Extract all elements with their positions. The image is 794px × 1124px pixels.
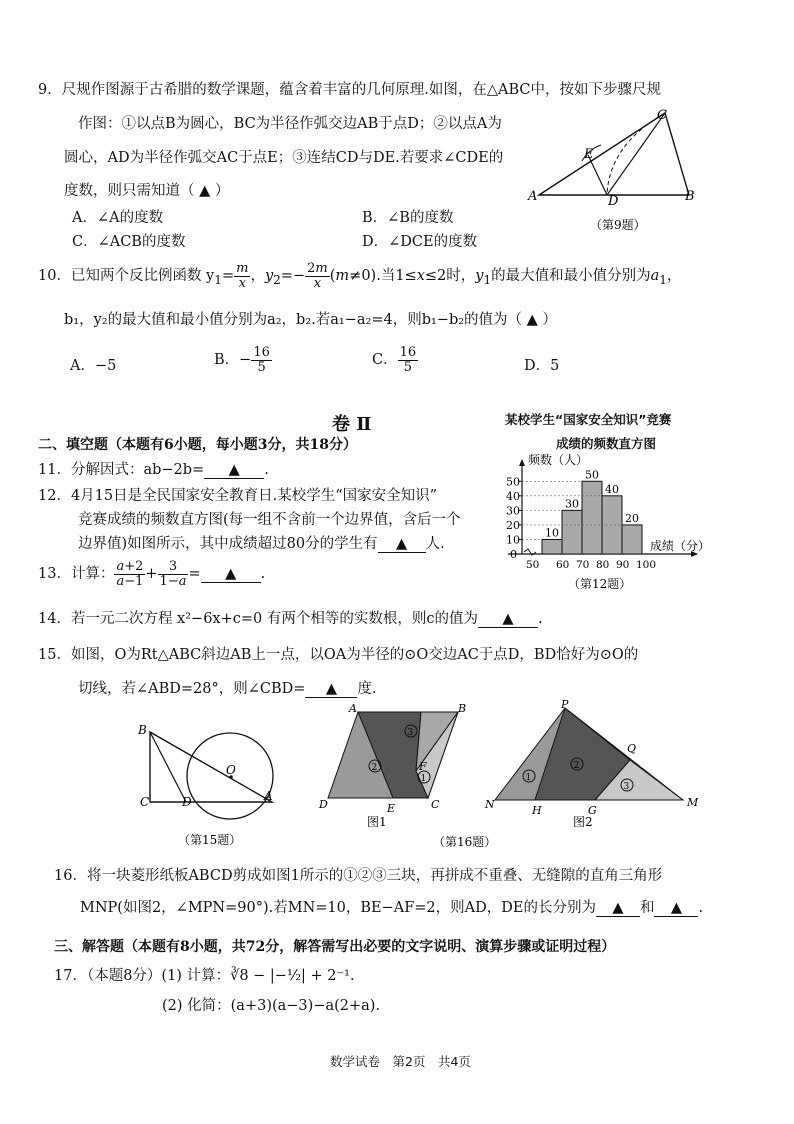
svg-text:C: C	[431, 798, 440, 811]
svg-text:B: B	[458, 702, 467, 715]
chart-x-tick-label: 70	[576, 559, 590, 571]
chart-bar	[542, 539, 562, 554]
q13-blank: ▲	[201, 566, 261, 583]
svg-text:2: 2	[371, 763, 378, 773]
q11	[38, 458, 269, 479]
chart-y-tick-label: 30	[506, 504, 520, 518]
q17-part1: 17．（本题8分）(1) 计算：∛8 − |−½| + 2⁻¹.	[54, 968, 355, 984]
chart-x-tick-label: 50	[526, 559, 540, 571]
chart-bar	[582, 481, 602, 554]
q16-end: .	[698, 900, 704, 916]
chart-x-tick-label: 100	[636, 559, 657, 571]
chart-bar	[622, 525, 642, 554]
chart-y-tick-label: 10	[506, 533, 520, 547]
q9-label-e: E	[584, 147, 594, 162]
q12-line3	[78, 532, 445, 553]
chart-bar-value: 20	[625, 511, 639, 525]
svg-text:3: 3	[623, 782, 630, 792]
q16-fig1-label: 图1	[367, 815, 387, 829]
q9-option-c: C．∠ACB的度数	[72, 234, 186, 250]
q12-line2: 竞赛成绩的频数直方图(每一组不含前一个边界值，含后一个	[78, 512, 461, 528]
svg-text:D: D	[319, 798, 328, 811]
chart-bar-value: 50	[585, 468, 599, 482]
svg-text:P: P	[561, 700, 569, 711]
q15-caption: （第15题）	[178, 833, 242, 847]
q12-line1: 12．4月15日是全民国家安全教育日.某校学生“国家安全知识”	[38, 488, 438, 504]
chart-y-tick-label: 20	[506, 518, 520, 532]
q9-label-a: A	[528, 189, 538, 204]
q9-line3: 圆心，AD为半径作弧交AC于点E；③连结CD与DE.若要求∠CDE的	[64, 150, 504, 166]
q14-blank: ▲	[478, 611, 538, 628]
q15-line2	[78, 677, 377, 698]
q11-text: 11．分解因式：ab−2b=	[38, 462, 205, 478]
svg-text:A: A	[264, 789, 273, 803]
q12-histogram	[490, 450, 710, 595]
q16-fig2-label: 图2	[573, 815, 593, 829]
svg-text:E: E	[387, 802, 396, 815]
svg-text:G: G	[588, 804, 597, 817]
q10-option-c-den: 5	[403, 359, 413, 375]
section-3-header: 三、解答题（本题有8小题，共72分，解答需写出必要的文字说明、演算步骤或证明过程）	[54, 939, 616, 955]
q10-option-b	[214, 346, 272, 374]
q10-option-c-prefix: C．	[372, 352, 398, 369]
q11-end: .	[264, 462, 269, 478]
q10-option-b-prefix: B．−	[214, 352, 252, 369]
svg-text:H: H	[532, 804, 542, 817]
svg-text:C: C	[140, 795, 150, 809]
q10-line1: 10．已知两个反比例函数 $y_1=$ $\frac{m}{x}$ ，$y_2=-$ $\frac{2m}{x}$ (m≠0).当1≤x≤2时，$y_1$的最大值和最小值分别为$a_1$，	[38, 261, 682, 291]
q10-line2: b₁，y₂的最大值和最小值分别为a₂，b₂.若a₁−a₂=4，则b₁−b₂的值为（ ▲ ）	[64, 312, 557, 328]
q9-line1: 9．尺规作图源于古希腊的数学课题，蕴含着丰富的几何原理.如图，在△ABC中，按如下步骤尺规	[38, 82, 661, 98]
chart-x-tick-label: 80	[596, 559, 610, 571]
q9-label-b: B	[685, 189, 695, 204]
q9-caption: （第9题）	[590, 218, 646, 232]
page-footer: 数学试卷 第2页 共4页	[330, 1054, 471, 1069]
q15-line2-text: 切线，若∠ABD=28°，则∠CBD=	[78, 681, 306, 697]
q16-line2	[80, 896, 703, 917]
chart-y-tick-label: 50	[506, 475, 520, 489]
q9-option-a: A．∠A的度数	[72, 210, 164, 226]
q15-line1: 15．如图，O为Rt△ABC斜边AB上一点，以OA为半径的⊙O交边AC于点D，BD恰好为⊙O的	[38, 647, 639, 663]
q10-option-b-num: 16	[253, 345, 270, 360]
q14	[38, 607, 543, 628]
q16-blank-1: ▲	[596, 900, 640, 917]
q15-figure	[130, 720, 290, 850]
section-2-header: 二、填空题（本题有6小题，每小题3分，共18分）	[38, 437, 357, 453]
q10-option-c	[372, 346, 418, 374]
q16-figure	[315, 700, 775, 850]
chart-ylabel: 频数（人）	[528, 453, 589, 467]
chart-xlabel: 成绩（分）	[650, 539, 710, 553]
q10-option-a: A．−5	[70, 358, 117, 374]
svg-text:Q: Q	[627, 742, 637, 755]
q16-mid: 和	[639, 900, 655, 916]
q15-blank: ▲	[305, 681, 357, 698]
q16-blank-2: ▲	[654, 900, 698, 917]
q9-line2: 作图：①以点B为圆心，BC为半径作弧交边AB于点D；②以点A为	[78, 116, 502, 132]
q10-option-d: D．5	[524, 358, 560, 374]
chart-caption: （第12题）	[568, 577, 632, 591]
q9-option-b: B．∠B的度数	[362, 210, 454, 226]
q11-blank: ▲	[204, 462, 264, 479]
q14-end: .	[537, 611, 543, 627]
q9-figure	[525, 105, 705, 235]
chart-y-tick-label: 40	[506, 489, 520, 503]
q9-option-d: D．∠DCE的度数	[362, 234, 478, 250]
q12-blank: ▲	[378, 536, 426, 553]
chart-title-line2: 成绩的频数直方图	[556, 436, 657, 451]
q13: 13．计算： $\frac{a+2}{a-1}$ + $\frac{3}{1-a}$ = ▲ .	[38, 559, 266, 589]
q12-line3-text: 边界值)如图所示，其中成绩超过80分的学生有	[78, 536, 378, 552]
chart-x-tick-label: 90	[616, 559, 630, 571]
chart-bar-value: 40	[605, 482, 619, 496]
q13-prefix: 13．计算：	[38, 566, 115, 583]
chart-bar-value: 30	[565, 497, 579, 511]
chart-x-tick-label: 60	[556, 559, 570, 571]
q9-label-d: D	[608, 194, 619, 209]
chart-title-line1: 某校学生“国家安全知识”竞赛	[505, 412, 672, 427]
svg-text:N: N	[485, 798, 495, 811]
chart-y-tick-label: 0	[510, 548, 517, 561]
q16-line1: 16．将一块菱形纸板ABCD剪成如图1所示的①②③三块，再拼成不重叠、无缝隙的直角三角形	[54, 868, 663, 884]
q12-end: 人.	[425, 536, 445, 552]
q15-end: 度.	[357, 681, 377, 697]
svg-text:O: O	[226, 763, 236, 777]
chart-bar	[562, 510, 582, 554]
q16-line2-text: MNP(如图2，∠MPN=90°).若MN=10，BE−AF=2，则AD，DE的长分别为	[80, 900, 596, 916]
q9-label-c: C	[657, 108, 667, 123]
svg-text:M: M	[687, 796, 699, 809]
q17-part2: (2) 化简：(a+3)(a−3)−a(2+a).	[162, 998, 381, 1014]
svg-text:1: 1	[525, 773, 532, 783]
svg-text:3: 3	[407, 728, 414, 738]
chart-y-axis-arrow	[519, 459, 525, 466]
svg-text:B: B	[138, 723, 147, 737]
svg-text:A: A	[349, 702, 357, 715]
q10-prefix: 10．已知两个反比例函数 y	[38, 268, 215, 285]
q13-end: .	[260, 566, 266, 583]
q10-option-b-den: 5	[257, 359, 266, 375]
q16-caption: （第16题）	[433, 835, 497, 849]
chart-bar-value: 10	[545, 526, 559, 540]
q9-line4: 度数，则只需知道（ ▲ ）	[64, 183, 230, 199]
svg-text:1: 1	[420, 774, 427, 784]
q10-option-c-num: 16	[399, 345, 417, 360]
section-2-title: 卷 Ⅱ	[332, 414, 372, 435]
svg-text:D: D	[182, 795, 192, 809]
svg-text:F: F	[419, 760, 427, 773]
q14-text: 14．若一元二次方程 x²−6x+c=0 有两个相等的实数根，则c的值为	[38, 611, 478, 627]
svg-text:2: 2	[573, 761, 580, 771]
